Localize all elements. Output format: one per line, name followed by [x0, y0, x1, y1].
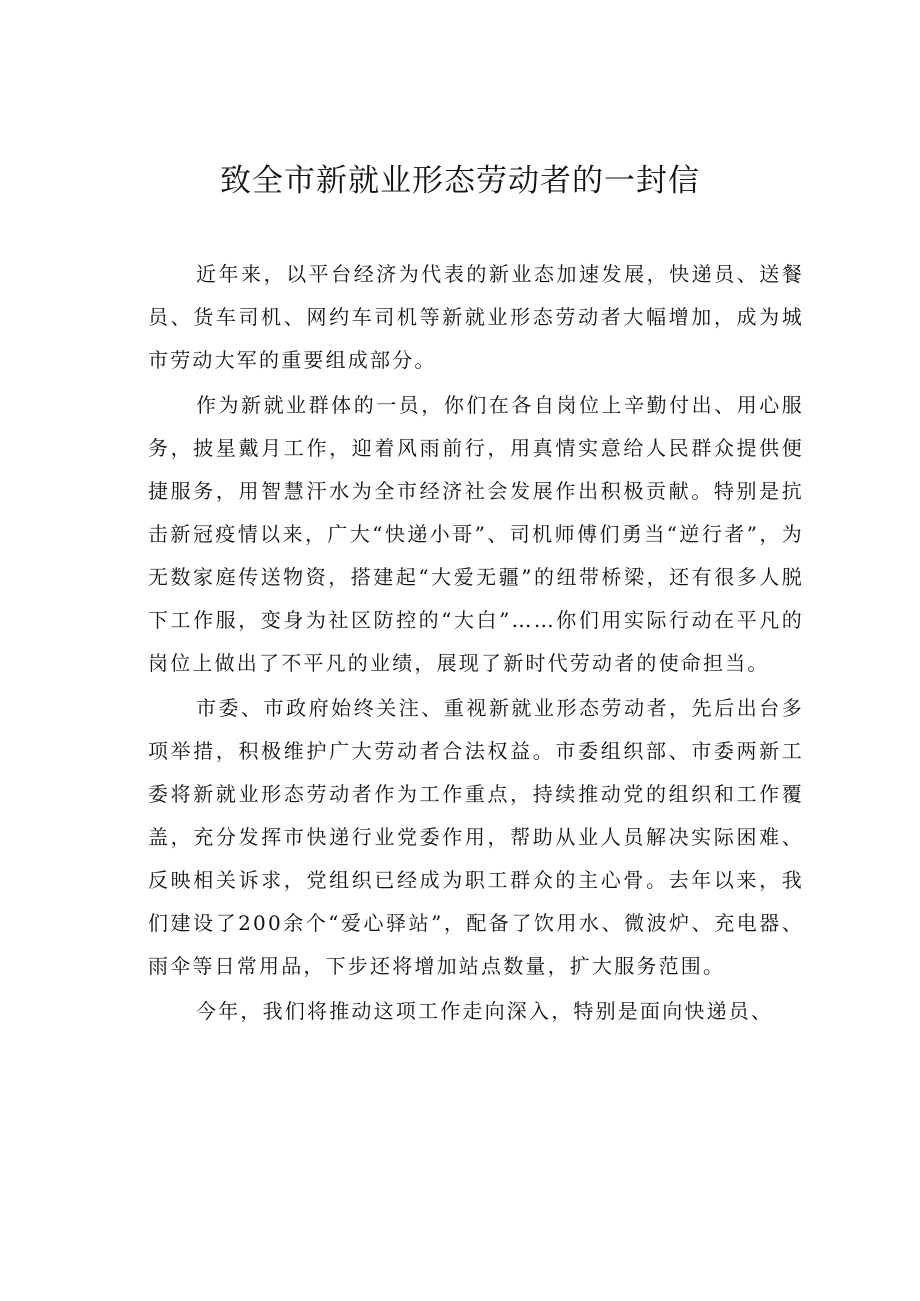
document-body — [148, 253, 804, 1035]
document-title: 致全市新就业形态劳动者的一封信 — [220, 163, 700, 199]
paragraph-2: 作为新就业群体的一员，你们在各自岗位上辛勤付出、用心服务，披星戴月工作，迎着风雨前行，用真情实意给人民群众提供便捷服务，用智慧汗水为全市经济社会发展作出积极贡献。特别是抗击新冠疫情以来，广大“快递小哥”、司机师傅们勇当“逆行者”，为无数家庭传送物资，搭建起“大爱无疆”的纽带桥梁，还有很多人脱下工作服，变身为社区防控的“大白”……你们用实际行动在平凡的岗位上做出了不平凡的业绩，展现了新时代劳动者的使命担当。 — [148, 393, 804, 675]
paragraph-3: 市委、市政府始终关注、重视新就业形态劳动者，先后出台多项举措，积极维护广大劳动者合法权益。市委组织部、市委两新工委将新就业形态劳动者作为工作重点，持续推动党的组织和工作覆盖，充分发挥市快递行业党委作用，帮助从业人员解决实际困难、反映相关诉求，党组织已经成为职工群众的主心骨。去年以来，我们建设了200余个“爱心驿站”，配备了饮用水、微波炉、充电器、雨伞等日常用品，下步还将增加站点数量，扩大服务范围。 — [148, 696, 804, 978]
paragraph-1: 近年来，以平台经济为代表的新业态加速发展，快递员、送餐员、货车司机、网约车司机等新就业形态劳动者大幅增加，成为城市劳动大军的重要组成部分。 — [148, 262, 804, 372]
paragraph-4: 今年，我们将推动这项工作走向深入，特别是面向快递员、 — [196, 999, 774, 1023]
